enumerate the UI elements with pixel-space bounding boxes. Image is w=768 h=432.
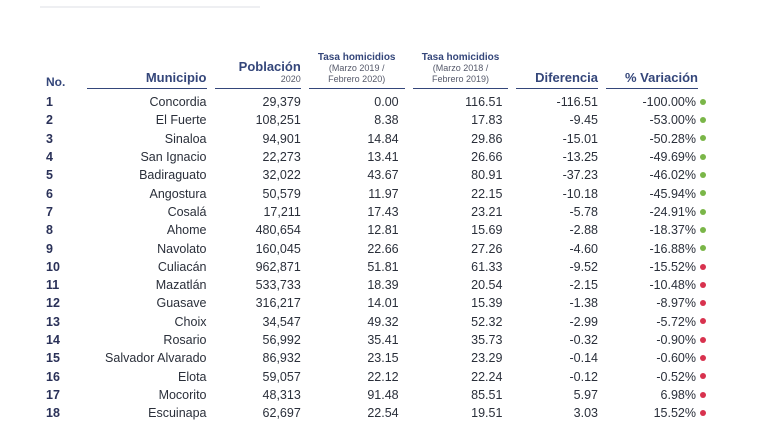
decrease-status-dot-icon — [700, 245, 706, 251]
tasa-2018-2019-cell: 15.39 — [471, 296, 503, 311]
variacion-cell: -50.28% — [602, 130, 710, 148]
tasa-2018-2019-cell: 23.29 — [471, 351, 503, 366]
tasa-2019-2020-cell: 35.41 — [367, 333, 399, 347]
poblacion-cell: 86,932 — [262, 351, 301, 366]
variacion-cell: 15.52% — [602, 404, 710, 422]
row-number: 5 — [46, 168, 53, 183]
tasa-2018-2019-cell: 19.51 — [471, 406, 503, 421]
row-number: 11 — [46, 278, 60, 293]
increase-status-dot-icon — [700, 300, 706, 306]
poblacion-cell: 59,057 — [262, 369, 301, 384]
tasa-2018-2019-cell: 116.51 — [465, 95, 503, 110]
increase-status-dot-icon — [700, 373, 706, 379]
table-row — [40, 349, 710, 367]
variacion-cell: -16.88% — [602, 239, 710, 257]
tasa-2019-2020-cell: 11.97 — [368, 186, 399, 201]
diferencia-cell: -116.51 — [556, 95, 599, 110]
tasa-2019-2020-cell: 23.15 — [367, 351, 399, 366]
increase-status-dot-icon — [700, 264, 706, 270]
row-number: 16 — [46, 369, 60, 384]
tasa-2019-2020-cell: 91.48 — [367, 387, 399, 402]
tasa-2019-2020-cell: 43.67 — [367, 168, 399, 183]
variacion-cell: -46.02% — [602, 166, 710, 184]
municipio-cell: Concordia — [149, 95, 207, 110]
variacion-cell: -0.90% — [602, 331, 710, 349]
table-row — [40, 294, 710, 312]
tasa-2018-2019-cell: 22.15 — [471, 186, 503, 201]
increase-status-dot-icon — [700, 282, 706, 288]
tasa-2018-2019-cell: 29.86 — [471, 131, 503, 146]
poblacion-cell: 29,379 — [262, 95, 301, 110]
table-row — [40, 331, 710, 349]
table-row — [40, 367, 710, 385]
table-row — [40, 221, 710, 239]
municipio-cell: Ahome — [166, 223, 207, 238]
tasa-2018-2019-cell: 27.26 — [471, 241, 503, 256]
tasa-2019-2020-cell: 0.00 — [374, 95, 399, 110]
poblacion-cell: 32,022 — [262, 168, 301, 183]
table-body — [40, 93, 710, 422]
row-number: 14 — [46, 333, 60, 347]
row-number: 12 — [46, 296, 60, 311]
municipio-cell: Salvador Alvarado — [105, 351, 207, 366]
tasa-2019-2020-cell: 8.38 — [374, 113, 399, 128]
header-poblacion-sub: 2020 — [280, 74, 301, 84]
tasa-2019-2020-cell: 18.39 — [367, 278, 399, 293]
tasa-2019-2020-cell: 14.84 — [367, 131, 399, 146]
table-row — [40, 276, 710, 294]
diferencia-cell: -0.32 — [569, 333, 599, 347]
tasa-2019-2020-cell: 49.32 — [367, 314, 399, 329]
table-row — [40, 148, 710, 166]
diferencia-cell: -0.12 — [569, 369, 599, 384]
increase-status-dot-icon — [700, 318, 706, 324]
decrease-status-dot-icon — [700, 209, 706, 215]
table-row — [40, 313, 710, 331]
poblacion-cell: 316,217 — [255, 296, 301, 311]
tasa-2019-2020-cell: 12.81 — [367, 223, 399, 238]
poblacion-cell: 533,733 — [255, 278, 301, 293]
table-row — [40, 386, 710, 404]
poblacion-cell: 62,697 — [262, 406, 301, 421]
poblacion-cell: 34,547 — [262, 314, 301, 329]
tasa-2019-2020-cell: 22.12 — [367, 369, 399, 384]
municipio-cell: Mocorito — [158, 387, 207, 402]
variacion-cell: -0.60% — [602, 349, 710, 367]
poblacion-cell: 94,901 — [262, 131, 301, 146]
tasa-2018-2019-cell: 26.66 — [471, 150, 503, 165]
header-poblacion: Población 2020 — [211, 52, 305, 93]
municipio-cell: Navolato — [157, 241, 207, 256]
variacion-cell: -45.94% — [602, 184, 710, 202]
table-row — [40, 93, 710, 111]
municipio-cell: Rosario — [163, 333, 207, 347]
table-row — [40, 111, 710, 129]
diferencia-cell: -9.52 — [569, 259, 599, 274]
header-variacion: % Variación — [602, 52, 710, 93]
increase-status-dot-icon — [700, 392, 706, 398]
municipio-cell: Escuinapa — [148, 406, 207, 421]
variacion-cell: -24.91% — [602, 203, 710, 221]
decrease-status-dot-icon — [700, 172, 706, 178]
municipio-cell: Angostura — [149, 186, 207, 201]
municipio-cell: Elota — [178, 369, 207, 384]
diferencia-cell: -5.78 — [569, 204, 599, 219]
row-number: 6 — [46, 186, 53, 201]
decrease-status-dot-icon — [700, 190, 706, 196]
tasa-2018-2019-cell: 23.21 — [471, 204, 503, 219]
row-number: 10 — [46, 259, 60, 274]
tasa-2018-2019-cell: 15.69 — [471, 223, 503, 238]
diferencia-cell: -2.88 — [569, 223, 599, 238]
poblacion-cell: 160,045 — [255, 241, 301, 256]
municipio-cell: Badiraguato — [139, 168, 207, 183]
tasa-2019-2020-cell: 22.66 — [367, 241, 399, 256]
tasa-2018-2019-cell: 61.33 — [471, 259, 503, 274]
diferencia-cell: -2.99 — [569, 314, 599, 329]
municipio-cell: Guasave — [156, 296, 207, 311]
municipio-cell: Mazatlán — [155, 278, 207, 293]
table-row — [40, 404, 710, 422]
row-number: 1 — [46, 95, 53, 110]
variacion-cell: -15.52% — [602, 258, 710, 276]
diferencia-cell: -15.01 — [562, 131, 599, 146]
row-number: 2 — [46, 113, 53, 128]
table-row — [40, 239, 710, 257]
row-number: 3 — [46, 131, 53, 146]
tasa-2018-2019-cell: 17.83 — [471, 113, 503, 128]
diferencia-cell: -1.38 — [569, 296, 599, 311]
municipio-cell: Choix — [174, 314, 207, 329]
tasa-2019-2020-cell: 22.54 — [367, 406, 399, 421]
row-number: 8 — [46, 223, 53, 238]
diferencia-cell: 5.97 — [573, 387, 599, 402]
table-row — [40, 166, 710, 184]
decrease-status-dot-icon — [700, 154, 706, 160]
diferencia-cell: -0.14 — [569, 351, 599, 366]
variacion-cell: -49.69% — [602, 148, 710, 166]
diferencia-cell: 3.03 — [573, 406, 599, 421]
variacion-cell: -8.97% — [602, 294, 710, 312]
tasa-2019-2020-cell: 17.43 — [367, 204, 399, 219]
variacion-cell: -100.00% — [602, 93, 710, 111]
tasa-2018-2019-cell: 35.73 — [471, 333, 503, 347]
poblacion-cell: 48,313 — [262, 387, 301, 402]
header-diferencia: Diferencia — [512, 52, 602, 93]
poblacion-cell: 56,992 — [262, 333, 301, 347]
tasa-2019-2020-cell: 14.01 — [367, 296, 399, 311]
poblacion-cell: 108,251 — [255, 113, 301, 128]
diferencia-cell: -37.23 — [562, 168, 599, 183]
diferencia-cell: -10.18 — [562, 186, 599, 201]
variacion-cell: -5.72% — [602, 313, 710, 331]
tasa-2018-2019-cell: 22.24 — [471, 369, 503, 384]
decrease-status-dot-icon — [700, 99, 706, 105]
row-number: 15 — [46, 351, 60, 366]
diferencia-cell: -4.60 — [569, 241, 599, 256]
poblacion-cell: 962,871 — [255, 259, 301, 274]
row-number: 9 — [46, 241, 53, 256]
tasa-2018-2019-cell: 52.32 — [471, 314, 503, 329]
tasa-2019-2020-cell: 51.81 — [367, 259, 399, 274]
diferencia-cell: -2.15 — [569, 278, 599, 293]
poblacion-cell: 50,579 — [262, 186, 301, 201]
variacion-cell: -0.52% — [602, 367, 710, 385]
tasa-2019-2020-cell: 13.41 — [367, 150, 399, 165]
header-tasa-2019-2020: Tasa homicidios (Marzo 2019 / Febrero 2020) — [305, 52, 409, 93]
row-number: 7 — [46, 204, 53, 219]
row-number: 17 — [46, 387, 60, 402]
increase-status-dot-icon — [700, 355, 706, 361]
variacion-cell: -53.00% — [602, 111, 710, 129]
row-number: 13 — [46, 314, 60, 329]
municipio-cell: Culiacán — [157, 259, 207, 274]
municipio-cell: Cosalá — [167, 204, 207, 219]
diferencia-cell: -9.45 — [569, 113, 599, 128]
variacion-cell: 6.98% — [602, 386, 710, 404]
tasa-2018-2019-cell: 20.54 — [471, 278, 503, 293]
increase-status-dot-icon — [700, 410, 706, 416]
municipio-cell: El Fuerte — [155, 113, 207, 128]
table-row — [40, 184, 710, 202]
tasa-2018-2019-cell: 80.91 — [471, 168, 503, 183]
decrease-status-dot-icon — [700, 117, 706, 123]
decrease-status-dot-icon — [700, 135, 706, 141]
table-row — [40, 203, 710, 221]
table-row — [40, 258, 710, 276]
header-municipio: Municipio — [83, 52, 211, 93]
municipio-cell: San Ignacio — [140, 150, 207, 165]
homicide-rate-table — [40, 52, 710, 422]
variacion-cell: -10.48% — [602, 276, 710, 294]
poblacion-cell: 22,273 — [262, 150, 301, 165]
decrease-status-dot-icon — [700, 227, 706, 233]
diferencia-cell: -13.25 — [562, 150, 599, 165]
header-no: No. — [46, 75, 66, 89]
increase-status-dot-icon — [700, 337, 706, 343]
row-number: 18 — [46, 406, 60, 421]
table-row — [40, 130, 710, 148]
tasa-2018-2019-cell: 85.51 — [471, 387, 503, 402]
poblacion-cell: 17,211 — [263, 204, 301, 219]
municipio-cell: Sinaloa — [164, 131, 207, 146]
header-tasa-2018-2019: Tasa homicidios (Marzo 2018 / Febrero 2019) — [409, 52, 513, 93]
variacion-cell: -18.37% — [602, 221, 710, 239]
table-header-row — [40, 52, 710, 93]
poblacion-cell: 480,654 — [255, 223, 301, 238]
cropped-top-edge — [40, 0, 260, 8]
row-number: 4 — [46, 150, 53, 165]
